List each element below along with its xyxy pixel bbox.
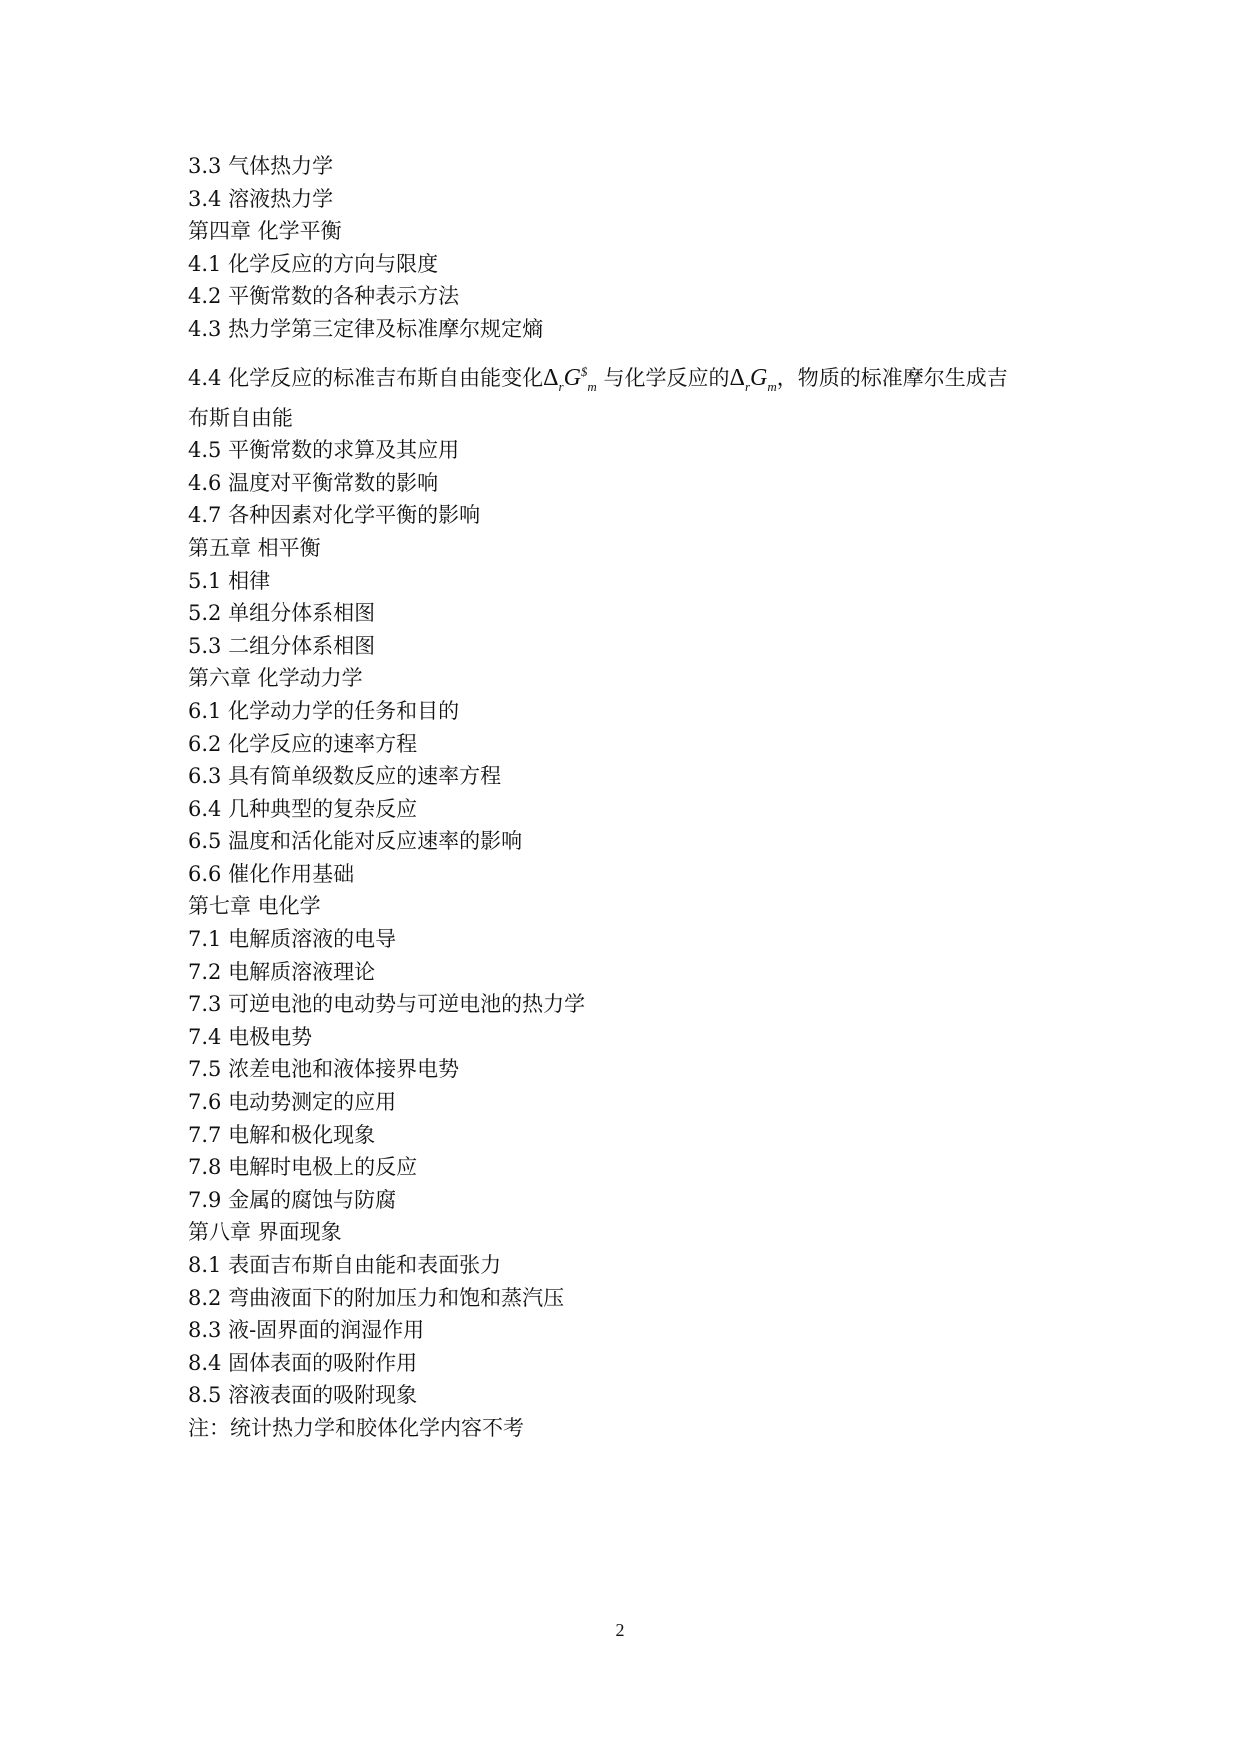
exam-note: 注：统计热力学和胶体化学内容不考 (188, 1415, 524, 1440)
syllabus-content (188, 150, 1088, 1445)
toc-line-8-2: 8.2 弯曲液面下的附加压力和饱和蒸汽压 (188, 1285, 565, 1310)
toc-line-8-4: 8.4 固体表面的吸附作用 (188, 1350, 418, 1375)
toc-line-6-1: 6.1 化学动力学的任务和目的 (188, 698, 460, 723)
toc-line-7-7: 7.7 电解和极化现象 (188, 1122, 376, 1147)
toc-line-7-2: 7.2 电解质溶液理论 (188, 959, 376, 984)
toc-line-3-3: 3.3 气体热力学 (188, 154, 334, 178)
toc-line-3-4: 3.4 溶液热力学 (188, 186, 334, 211)
toc-line-5-3: 5.3 二组分体系相图 (188, 633, 376, 658)
toc-line-7-1: 7.1 电解质溶液的电导 (188, 927, 397, 952)
standard-superscript: $ (580, 363, 588, 379)
formula-middle: 与化学反应的 (603, 365, 730, 390)
toc-line-4-2: 4.2 平衡常数的各种表示方法 (188, 284, 460, 309)
toc-line-7-8: 7.8 电解时电极上的反应 (188, 1155, 418, 1180)
formula-suffix: ，物质的标准摩尔生成吉 (776, 365, 1008, 390)
toc-line-6-3: 6.3 具有简单级数反应的速率方程 (188, 764, 502, 789)
toc-line-6-6: 6.6 催化作用基础 (188, 861, 355, 886)
gibbs-symbol-2: G (750, 364, 768, 391)
toc-line-6-4: 6.4 几种典型的复杂反应 (188, 796, 418, 821)
page-number: 2 (615, 1620, 625, 1640)
delta-symbol: Δ (543, 364, 559, 391)
toc-line-6-2: 6.2 化学反应的速率方程 (188, 731, 418, 756)
toc-line-7-6: 7.6 电动势测定的应用 (188, 1090, 397, 1115)
delta-symbol-2: Δ (729, 364, 745, 391)
toc-line-8-5: 8.5 溶液表面的吸附现象 (188, 1383, 418, 1408)
chapter-4-heading: 第四章 化学平衡 (188, 219, 342, 244)
sub-r: r (558, 378, 564, 394)
chapter-8-heading: 第八章 界面现象 (188, 1220, 342, 1245)
toc-line-7-5: 7.5 浓差电池和液体接界电势 (188, 1057, 460, 1082)
chapter-6-heading: 第六章 化学动力学 (188, 666, 363, 691)
delta-r-g-m (729, 364, 777, 394)
toc-line-7-3: 7.3 可逆电池的电动势与可逆电池的热力学 (188, 992, 586, 1017)
toc-line-7-9: 7.9 金属的腐蚀与防腐 (188, 1187, 397, 1212)
sub-m: m (587, 378, 597, 394)
formula-prefix: 4.4 化学反应的标准吉布斯自由能变化 (188, 365, 544, 390)
toc-line-5-2: 5.2 单组分体系相图 (188, 601, 376, 626)
toc-line-4-3: 4.3 热力学第三定律及标准摩尔规定熵 (188, 316, 544, 341)
chapter-7-heading: 第七章 电化学 (188, 894, 321, 919)
gibbs-symbol: G (563, 364, 581, 391)
toc-line-4-4-cont: 布斯自由能 (188, 405, 293, 430)
delta-r-g-m-standard (543, 363, 597, 394)
toc-line-8-1: 8.1 表面吉布斯自由能和表面张力 (188, 1253, 502, 1277)
sub-m-2: m (767, 378, 777, 394)
toc-line-7-4: 7.4 电极电势 (188, 1024, 313, 1049)
toc-line-4-4 (188, 352, 1088, 392)
toc-line-4-5: 4.5 平衡常数的求算及其应用 (188, 438, 460, 463)
toc-line-8-3: 8.3 液-固界面的润湿作用 (188, 1318, 425, 1343)
toc-line-4-1: 4.1 化学反应的方向与限度 (188, 251, 439, 276)
toc-line-6-5: 6.5 温度和活化能对反应速率的影响 (188, 829, 523, 854)
toc-line-4-6: 4.6 温度对平衡常数的影响 (188, 470, 439, 495)
sub-r-2: r (744, 378, 750, 394)
toc-line-5-1: 5.1 相律 (188, 568, 271, 593)
chapter-5-heading: 第五章 相平衡 (188, 535, 321, 560)
toc-line-4-7: 4.7 各种因素对化学平衡的影响 (188, 503, 481, 528)
